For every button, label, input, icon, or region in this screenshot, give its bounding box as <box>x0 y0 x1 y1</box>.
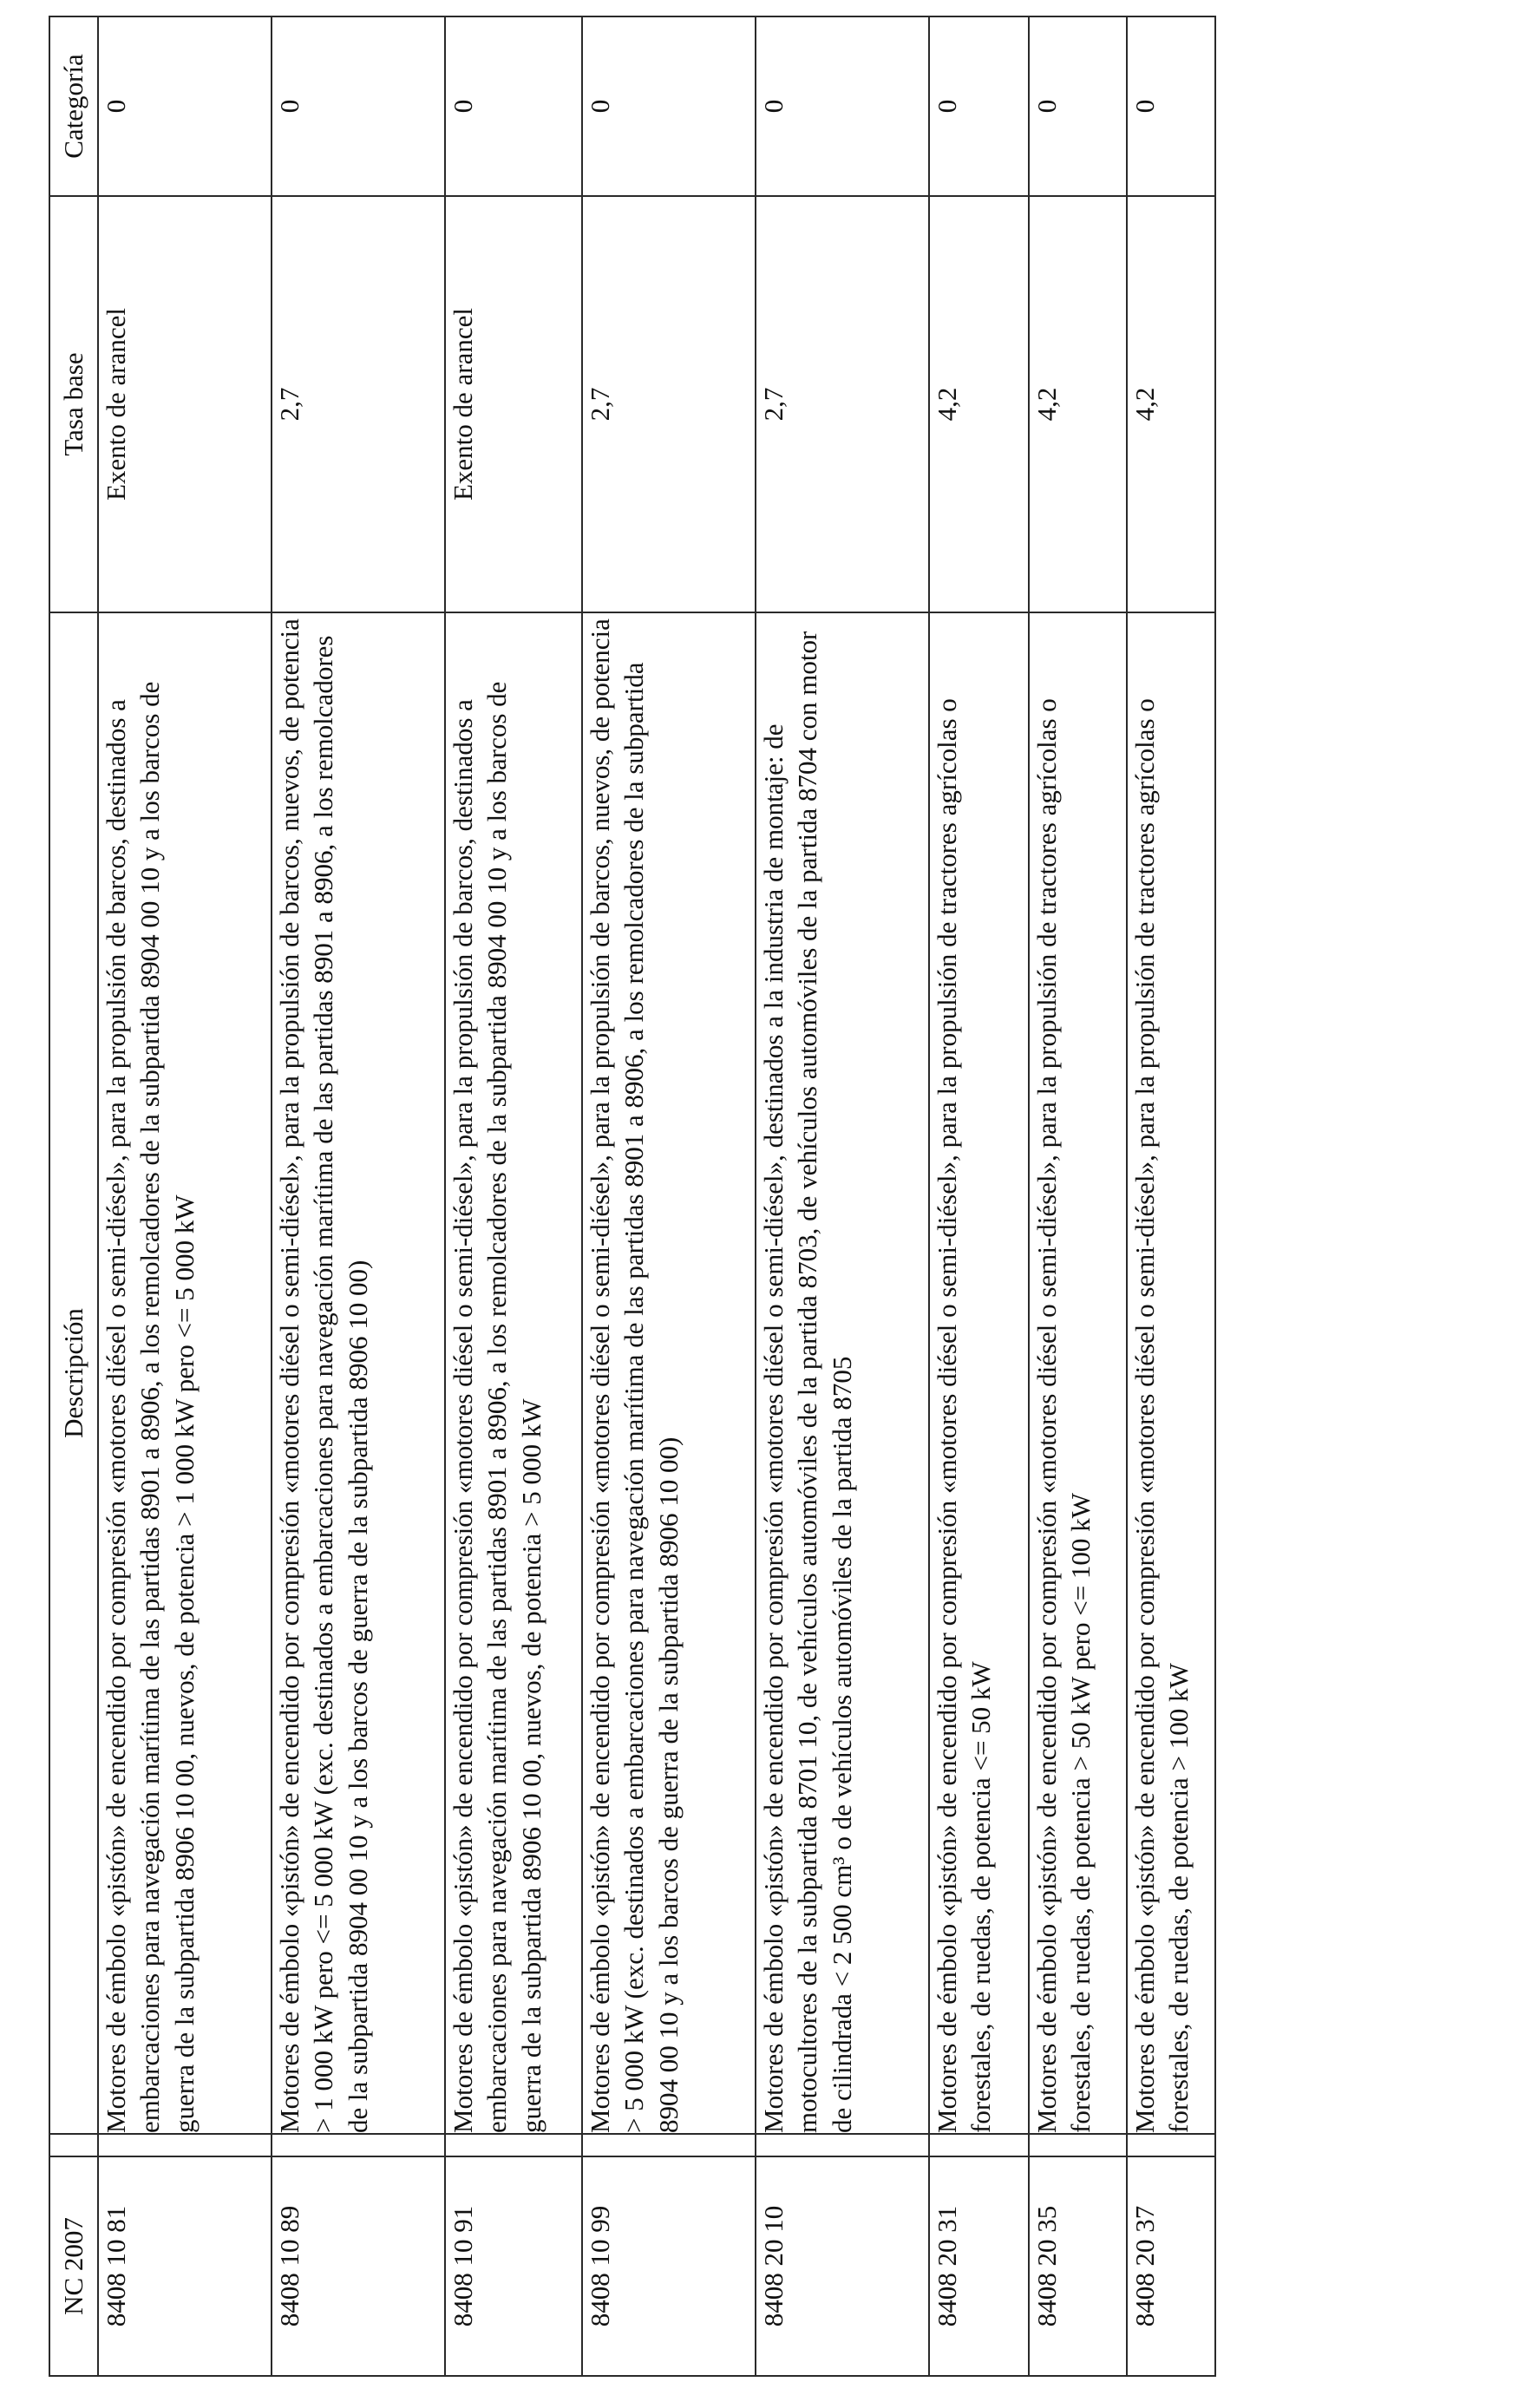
cell-base-rate: 2,7 <box>582 196 756 612</box>
table-row <box>1127 16 1215 2376</box>
tariff-table <box>49 16 1216 2377</box>
cell-base-rate: 2,7 <box>756 196 929 612</box>
cell-code: 8408 20 10 <box>756 2156 929 2376</box>
header-description: Descripción <box>49 612 98 2134</box>
cell-category: 0 <box>98 16 272 196</box>
table-row <box>756 16 929 2376</box>
cell-description: Motores de émbolo «pistón» de encendido por compresión «motores diésel o semi-diésel», para la propulsión de tractores agrícolas o forestales, de ruedas, de potencia > 50 kW pero <= 100 kW <box>1029 612 1127 2134</box>
cell-code: 8408 20 35 <box>1029 2156 1127 2376</box>
table-row <box>1029 16 1127 2376</box>
cell-category: 0 <box>1127 16 1215 196</box>
cell-base-rate: 2,7 <box>272 196 445 612</box>
cell-description: Motores de émbolo «pistón» de encendido por compresión «motores diésel o semi-diésel», destinados a la industria de montaje: de motocultores de la subpartida 8701 10, de vehículos automóviles de la partida 8703, de vehículos automóviles de la partida 8704 con motor de cilindrada < 2 500 cm³ o de vehículos automóviles de la partida 8705 <box>756 612 929 2134</box>
cell-category: 0 <box>582 16 756 196</box>
table-row <box>929 16 1029 2376</box>
cell-base-rate: 4,2 <box>929 196 1029 612</box>
cell-gap <box>1127 2134 1215 2156</box>
cell-code: 8408 10 81 <box>98 2156 272 2376</box>
rotated-page <box>49 17 1214 2377</box>
cell-description: Motores de émbolo «pistón» de encendido por compresión «motores diésel o semi-diésel», para la propulsión de tractores agrícolas o forestales, de ruedas, de potencia > 100 kW <box>1127 612 1215 2134</box>
cell-description: Motores de émbolo «pistón» de encendido por compresión «motores diésel o semi-diésel», para la propulsión de barcos, nuevos, de potencia > 5 000 kW (exc. destinados a embarcaciones para navegación marítima de las partidas 8901 a 8906, a los remolcadores de la subpartida 8904 00 10 y a los barcos de guerra de la subpartida 8906 10 00) <box>582 612 756 2134</box>
cell-code: 8408 10 99 <box>582 2156 756 2376</box>
cell-description: Motores de émbolo «pistón» de encendido por compresión «motores diésel o semi-diésel», para la propulsión de barcos, nuevos, de potencia > 1 000 kW pero <= 5 000 kW (exc. destinados a embarcaciones para navegación marítima de las partidas 8901 a 8906, a los remolcadores de la subpartida 8904 00 10 y a los barcos de guerra de la subpartida 8906 10 00) <box>272 612 445 2134</box>
cell-base-rate: Exento de arancel <box>445 196 582 612</box>
cell-category: 0 <box>929 16 1029 196</box>
cell-base-rate: 4,2 <box>1029 196 1127 612</box>
cell-gap <box>582 2134 756 2156</box>
header-category: Categoría <box>49 16 98 196</box>
cell-code: 8408 10 91 <box>445 2156 582 2376</box>
cell-category: 0 <box>1029 16 1127 196</box>
cell-code: 8408 20 31 <box>929 2156 1029 2376</box>
table-row <box>98 16 272 2376</box>
cell-category: 0 <box>272 16 445 196</box>
table-row <box>272 16 445 2376</box>
cell-base-rate: Exento de arancel <box>98 196 272 612</box>
cell-gap <box>272 2134 445 2156</box>
cell-category: 0 <box>756 16 929 196</box>
cell-base-rate: 4,2 <box>1127 196 1215 612</box>
cell-description: Motores de émbolo «pistón» de encendido por compresión «motores diésel o semi-diésel», para la propulsión de barcos, destinados a embarcaciones para navegación marítima de las partidas 8901 a 8906, a los remolcadores de la subpartida 8904 00 10 y a los barcos de guerra de la subpartida 8906 10 00, nuevos, de potencia > 1 000 kW pero <= 5 000 kW <box>98 612 272 2134</box>
table-row <box>582 16 756 2376</box>
cell-gap <box>756 2134 929 2156</box>
cell-code: 8408 10 89 <box>272 2156 445 2376</box>
header-base-rate: Tasa base <box>49 196 98 612</box>
cell-description: Motores de émbolo «pistón» de encendido por compresión «motores diésel o semi-diésel», para la propulsión de barcos, destinados a embarcaciones para navegación marítima de las partidas 8901 a 8906, a los remolcadores de la subpartida 8904 00 10 y a los barcos de guerra de la subpartida 8906 10 00, nuevos, de potencia > 5 000 kW <box>445 612 582 2134</box>
cell-gap <box>445 2134 582 2156</box>
cell-category: 0 <box>445 16 582 196</box>
table-header-row <box>49 16 98 2376</box>
cell-gap <box>98 2134 272 2156</box>
table-row <box>445 16 582 2376</box>
header-gap <box>49 2134 98 2156</box>
cell-description: Motores de émbolo «pistón» de encendido por compresión «motores diésel o semi-diésel», para la propulsión de tractores agrícolas o forestales, de ruedas, de potencia <= 50 kW <box>929 612 1029 2134</box>
cell-gap <box>929 2134 1029 2156</box>
cell-code: 8408 20 37 <box>1127 2156 1215 2376</box>
cell-gap <box>1029 2134 1127 2156</box>
header-code: NC 2007 <box>49 2156 98 2376</box>
